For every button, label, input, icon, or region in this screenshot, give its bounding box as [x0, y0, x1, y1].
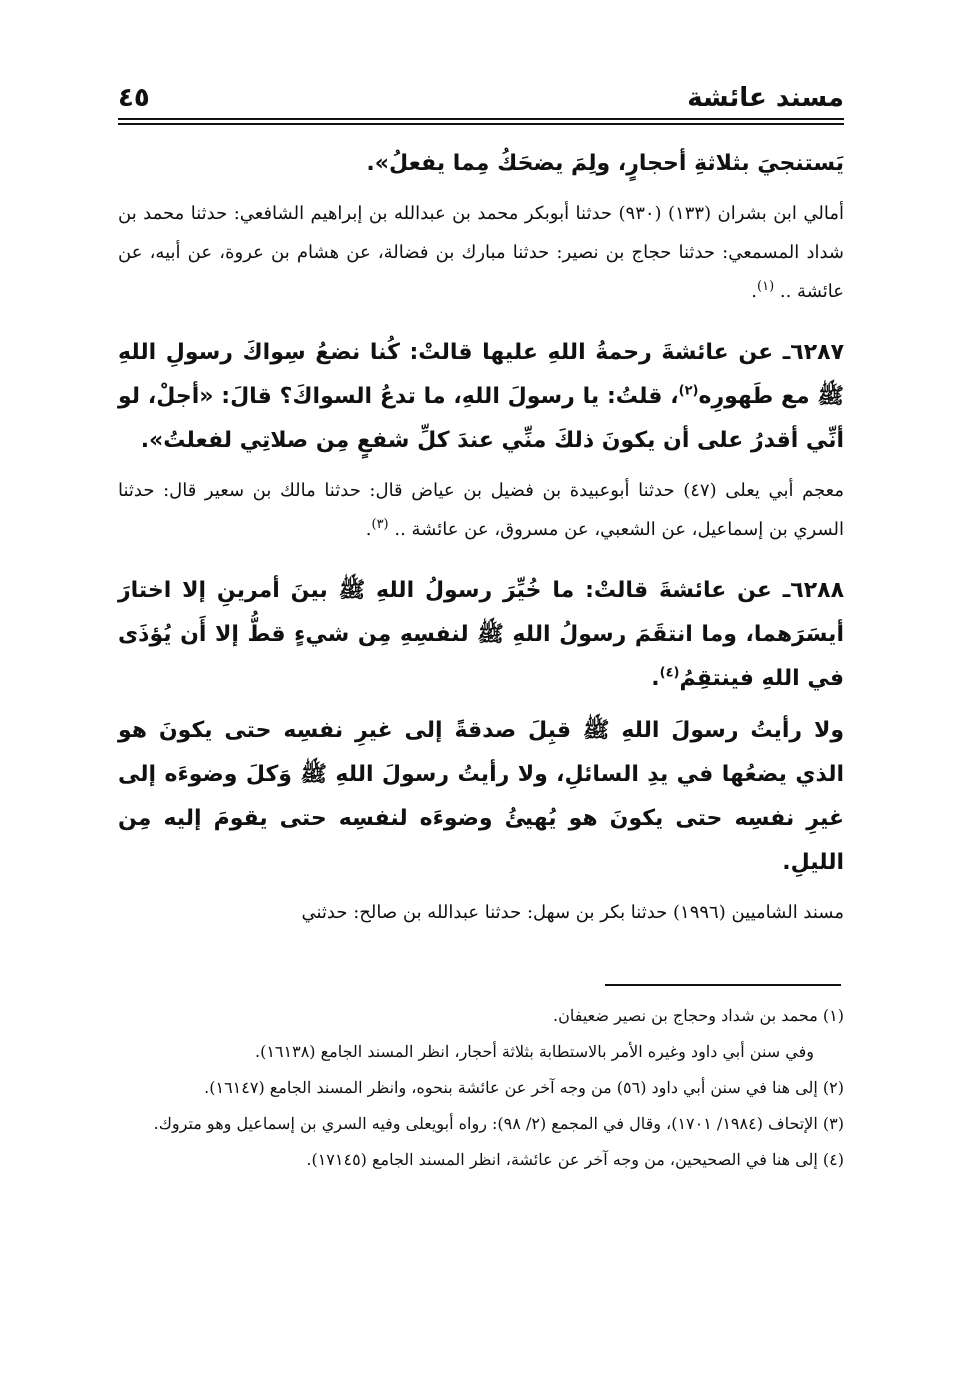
running-title: مسند عائشة [687, 83, 844, 113]
footnote-separator [605, 984, 841, 986]
source-citation-3 [118, 893, 844, 932]
source-citation-2-end: . [365, 519, 372, 540]
header-double-rule [118, 118, 844, 125]
page-number: ٤٥ [118, 83, 150, 113]
footnote-ref-3: (٣) [371, 517, 389, 532]
hadith-6288-text: ٦٢٨٨ـ عن عائشةَ قالتْ: ما خُيِّرَ رسولُ اللهِ ﷺ بينَ أمرينِ إلا اختارَ أيسَرَهما، وما انتقَمَ رسولُ اللهِ ﷺ لنفسِهِ مِن شيءٍ قطُّ إلا أَن يُؤذَى في اللهِ فينتقِمُ [118, 578, 844, 691]
main-text [118, 142, 844, 952]
source-citation-3-text: مسند الشاميين (١٩٩٦) حدثنا بكر بن سهل: حدثنا عبدالله بن صالح: حدثني [301, 902, 844, 923]
footnotes [118, 1000, 844, 1180]
hadith-continuation-text: يَستنجيَ بثلاثةِ أحجارٍ، ولِمَ يضحَكُ مِما يفعلُ». [366, 151, 844, 176]
hadith-6287-text-b: ، قلتُ: يا رسولَ اللهِ، ما تدعُ السواكَ؟ قالَ: «أجلْ، لو أنِّي أقدرُ على أن يكونَ ذلكَ منِّي عندَ كلِّ شفعٍ مِن صلاتِي لفعلتُ». [118, 384, 844, 453]
footnote-ref-2: (٢) [678, 383, 699, 399]
hadith-6288-end: . [651, 666, 660, 691]
footnote-3: (٣) الإتحاف (١٩٨٤/ ١٧٠١)، وقال في المجمع (٢/ ٩٨): رواه أبويعلى وفيه السري بن إسماعيل وهو متروك. [153, 1114, 844, 1133]
source-citation-1-text: أمالي ابن بشران (١٣٣) (٩٣٠) حدثنا أبوبكر محمد بن عبدالله بن إبراهيم الشافعي: حدثنا محمد بن شداد المسمعي: حدثنا حجاج بن نصير: حدثنا مبارك بن فضالة، عن هشام بن عروة، عن أبيه، عن عائشة .. [118, 203, 844, 302]
hadith-6287 [118, 331, 844, 463]
footnote-ref-4: (٤) [659, 665, 680, 681]
hadith-6288-continuation-text: ولا رأيتُ رسولَ اللهِ ﷺ قبِلَ صدقةً إلى غيرِ نفسِه حتى يكونَ هو الذي يضعُها في يدِ السائلِ، ولا رأيتُ رسولَ اللهِ ﷺ وَكلَ وضوءَه إلى غيرِ نفسِه حتى يكونَ هو يُهيئُ وضوءَه لنفسِه حتى يقومَ إليه مِن الليلِ. [118, 718, 844, 875]
source-citation-2-text: معجم أبي يعلى (٤٧) حدثنا أبوعبيدة بن فضيل بن عياض قال: حدثنا مالك بن سعير قال: حدثنا السري بن إسماعيل، عن الشعبي، عن مسروق، عن عائشة .. [118, 480, 845, 540]
hadith-6287-text-a: ٦٢٨٧ـ عن عائشةَ رحمةُ اللهِ عليها قالتْ: كُنا نضعُ سِواكَ رسولِ اللهِ ﷺ مع طَهورِه [118, 340, 844, 409]
source-citation-2 [118, 471, 844, 549]
source-citation-1 [118, 194, 844, 311]
footnote-2: (٢) إلى هنا في سنن أبي داود (٥٦) من وجه آخر عن عائشة بنحوه، وانظر المسند الجامع (١٦١٤٧). [204, 1078, 844, 1097]
hadith-6288 [118, 569, 844, 701]
footnote-1: (١) محمد بن شداد وحجاج بن نصير ضعيفان. [553, 1006, 844, 1025]
source-citation-1-end: . [751, 281, 758, 302]
footnote-1-continued: وفي سنن أبي داود وغيره الأمر بالاستطابة بثلاثة أحجار، انظر المسند الجامع (١٦١٣٨). [255, 1042, 814, 1061]
footnote-ref-1: (١) [757, 279, 775, 294]
hadith-continuation [118, 142, 844, 186]
footnote-4: (٤) إلى هنا في الصحيحين، من وجه آخر عن عائشة، انظر المسند الجامع (١٧١٤٥). [306, 1150, 844, 1169]
hadith-6288-continuation [118, 709, 844, 885]
